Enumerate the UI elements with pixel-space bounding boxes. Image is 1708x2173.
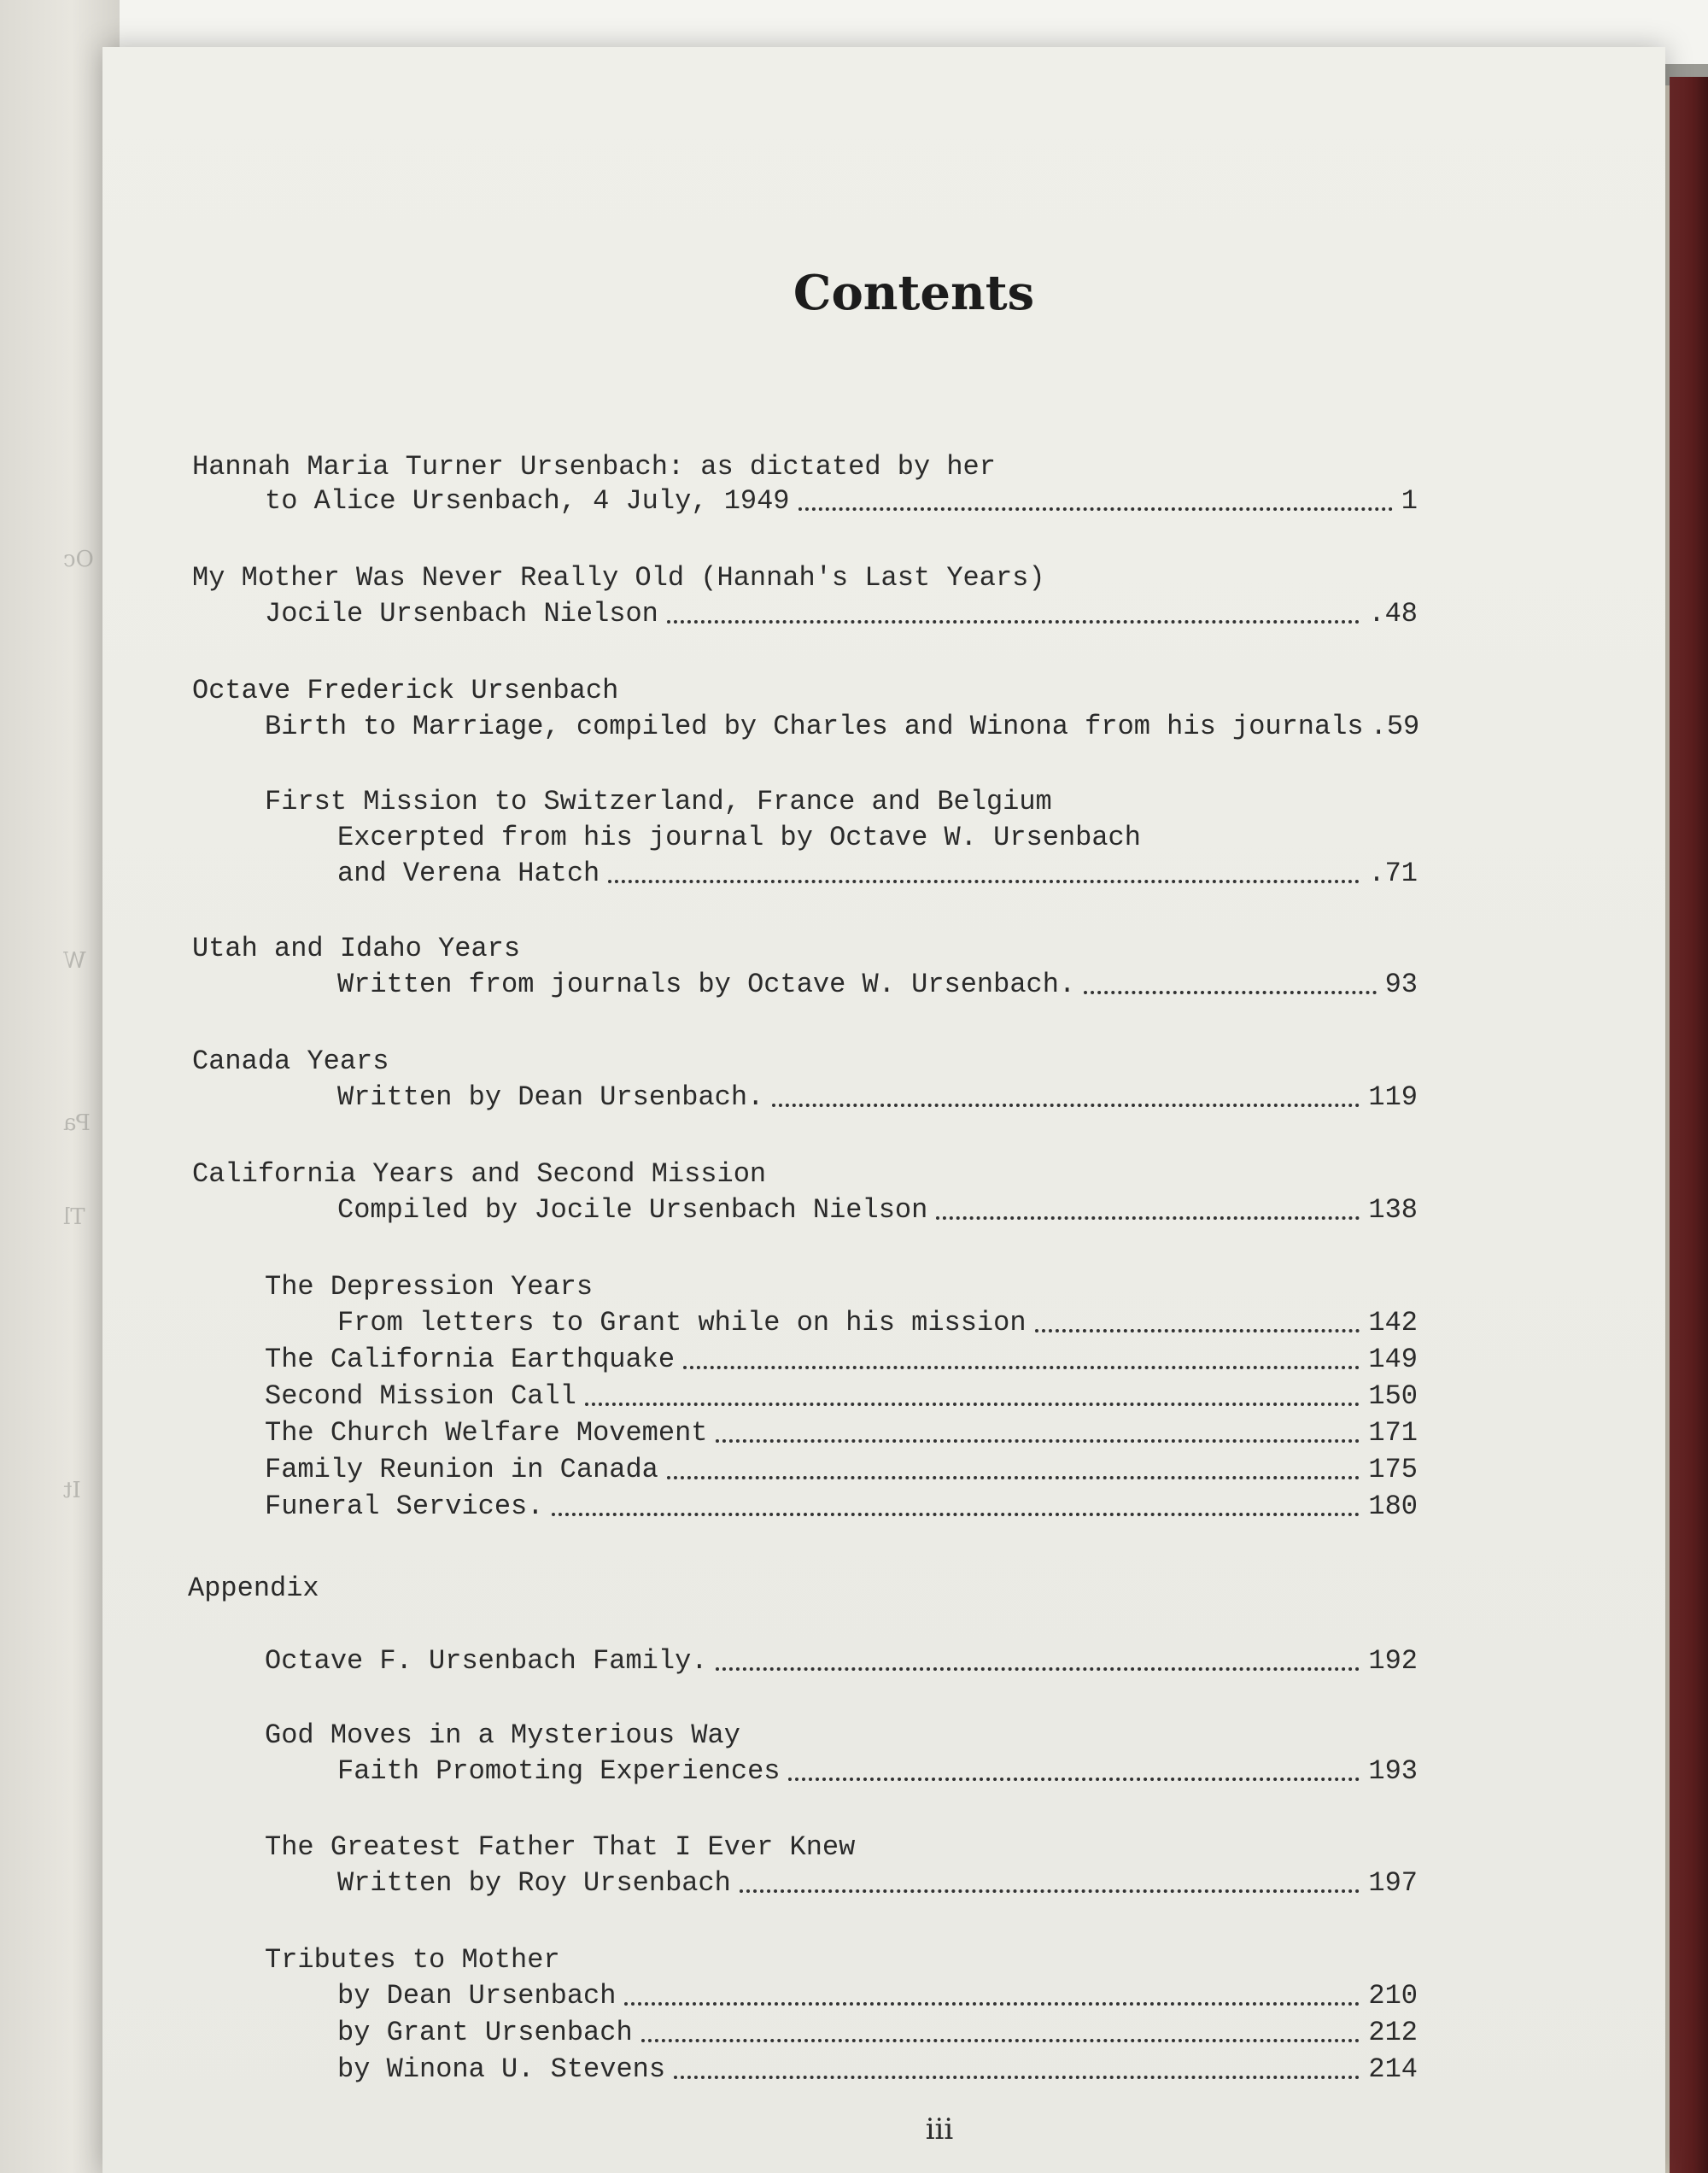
toc-entry-title: Second Mission Call	[265, 1380, 576, 1412]
book-cover	[1670, 77, 1708, 2173]
toc-entry[interactable]	[337, 2051, 1418, 2088]
toc-entry[interactable]	[337, 1865, 1418, 1902]
dot-leader	[788, 1778, 1360, 1781]
toc-entry-title: Written from journals by Octave W. Ursenbach.	[337, 969, 1076, 1000]
toc-page-number: 175	[1368, 1454, 1418, 1485]
dot-leader	[667, 1476, 1360, 1479]
book-page	[102, 47, 1665, 2173]
toc-entry-title: Funeral Services.	[265, 1491, 544, 1522]
dot-leader	[716, 1667, 1360, 1671]
toc-entry-title: by Grant Ursenbach	[337, 2017, 633, 2048]
dot-leader	[1035, 1329, 1360, 1332]
toc-heading: Tributes to Mother	[265, 1944, 560, 1976]
toc-entry-title: Family Reunion in Canada	[265, 1454, 658, 1485]
toc-entry[interactable]	[265, 708, 1418, 746]
dot-leader	[772, 1104, 1360, 1107]
toc-page-number: .59	[1370, 711, 1420, 742]
dot-leader	[740, 1889, 1360, 1893]
toc-entry[interactable]	[265, 595, 1418, 633]
toc-page-number: 214	[1368, 2053, 1418, 2085]
toc-page-number: 212	[1368, 2017, 1418, 2048]
dot-leader	[624, 2002, 1360, 2006]
toc-page-number: 150	[1368, 1380, 1418, 1412]
toc-heading: Octave Frederick Ursenbach	[192, 675, 619, 706]
toc-entry[interactable]	[337, 1977, 1418, 2015]
toc-page-number: .48	[1368, 598, 1418, 630]
toc-entry[interactable]	[265, 483, 1418, 520]
toc-entry[interactable]	[265, 1414, 1418, 1452]
toc-page-number: 1	[1401, 485, 1418, 517]
toc-page-number: 193	[1368, 1755, 1418, 1787]
dot-leader	[608, 880, 1360, 883]
toc-entry-title: The California Earthquake	[265, 1344, 676, 1375]
toc-page-number: 210	[1368, 1980, 1418, 2012]
dot-leader	[674, 2076, 1360, 2079]
toc-entry-title: by Winona U. Stevens	[337, 2053, 666, 2085]
toc-heading: First Mission to Switzerland, France and Belgium	[265, 786, 1052, 817]
toc-page-number: 119	[1368, 1081, 1418, 1113]
toc-entry-title: Faith Promoting Experiences	[337, 1755, 781, 1787]
dot-leader	[552, 1513, 1360, 1516]
toc-entry-title: by Dean Ursenbach	[337, 1980, 617, 2012]
toc-subheading: Excerpted from his journal by Octave W. Ursenbach	[337, 822, 1141, 853]
toc-heading: God Moves in a Mysterious Way	[265, 1719, 740, 1751]
toc-page-number: 142	[1368, 1307, 1418, 1338]
toc-entry-title: Written by Roy Ursenbach	[337, 1867, 731, 1899]
toc-entry[interactable]	[265, 1643, 1418, 1680]
toc-page-number: 197	[1368, 1867, 1418, 1899]
dot-leader	[641, 2039, 1360, 2042]
dot-leader	[798, 507, 1393, 511]
section-heading-appendix: Appendix	[188, 1573, 319, 1604]
toc-heading: Utah and Idaho Years	[192, 933, 521, 964]
toc-page-number: 93	[1384, 969, 1418, 1000]
dot-leader	[667, 620, 1360, 624]
dot-leader	[936, 1216, 1360, 1220]
toc-page-number: 192	[1368, 1645, 1418, 1677]
dot-leader	[585, 1403, 1360, 1406]
facing-page-edge: Oc W Pa Tl It	[0, 0, 120, 2173]
toc-page-number: 171	[1368, 1417, 1418, 1449]
toc-entry-title: Jocile Ursenbach Nielson	[265, 598, 658, 630]
toc-heading: California Years and Second Mission	[192, 1158, 767, 1190]
toc-page-number: 180	[1368, 1491, 1418, 1522]
toc-heading: The Greatest Father That I Ever Knew	[265, 1831, 856, 1863]
toc-entry[interactable]	[265, 1341, 1418, 1379]
page-title: Contents	[793, 265, 1035, 321]
toc-page-number: .71	[1368, 858, 1418, 889]
toc-page-number: 149	[1368, 1344, 1418, 1375]
toc-entry-title: Octave F. Ursenbach Family.	[265, 1645, 708, 1677]
dot-leader	[683, 1366, 1360, 1369]
toc-heading: Hannah Maria Turner Ursenbach: as dictated by her	[192, 451, 996, 483]
toc-entry[interactable]	[337, 2014, 1418, 2052]
toc-entry[interactable]	[265, 1378, 1418, 1415]
dot-leader	[1084, 991, 1376, 994]
toc-entry-title: Written by Dean Ursenbach.	[337, 1081, 764, 1113]
toc-entry[interactable]	[337, 1079, 1418, 1116]
toc-heading: The Depression Years	[265, 1271, 594, 1303]
toc-entry-title: Birth to Marriage, compiled by Charles and Winona from his journals	[265, 711, 1364, 742]
toc-entry[interactable]	[337, 966, 1418, 1004]
toc-entry[interactable]	[265, 1451, 1418, 1489]
toc-entry-title: The Church Welfare Movement	[265, 1417, 708, 1449]
toc-entry-title: Compiled by Jocile Ursenbach Nielson	[337, 1194, 928, 1226]
toc-entry[interactable]	[337, 1753, 1418, 1790]
toc-entry[interactable]	[337, 1192, 1418, 1229]
page-folio: iii	[925, 2112, 954, 2147]
toc-entry[interactable]	[337, 855, 1418, 893]
toc-entry[interactable]	[337, 1304, 1418, 1342]
toc-entry[interactable]	[265, 1488, 1418, 1526]
toc-heading: Canada Years	[192, 1046, 389, 1077]
toc-entry-title: and Verena Hatch	[337, 858, 600, 889]
dot-leader	[716, 1439, 1360, 1443]
toc-heading: My Mother Was Never Really Old (Hannah's Last Years)	[192, 562, 1045, 594]
toc-entry-title: to Alice Ursenbach, 4 July, 1949	[265, 485, 790, 517]
toc-page-number: 138	[1368, 1194, 1418, 1226]
toc-entry-title: From letters to Grant while on his mission	[337, 1307, 1027, 1338]
